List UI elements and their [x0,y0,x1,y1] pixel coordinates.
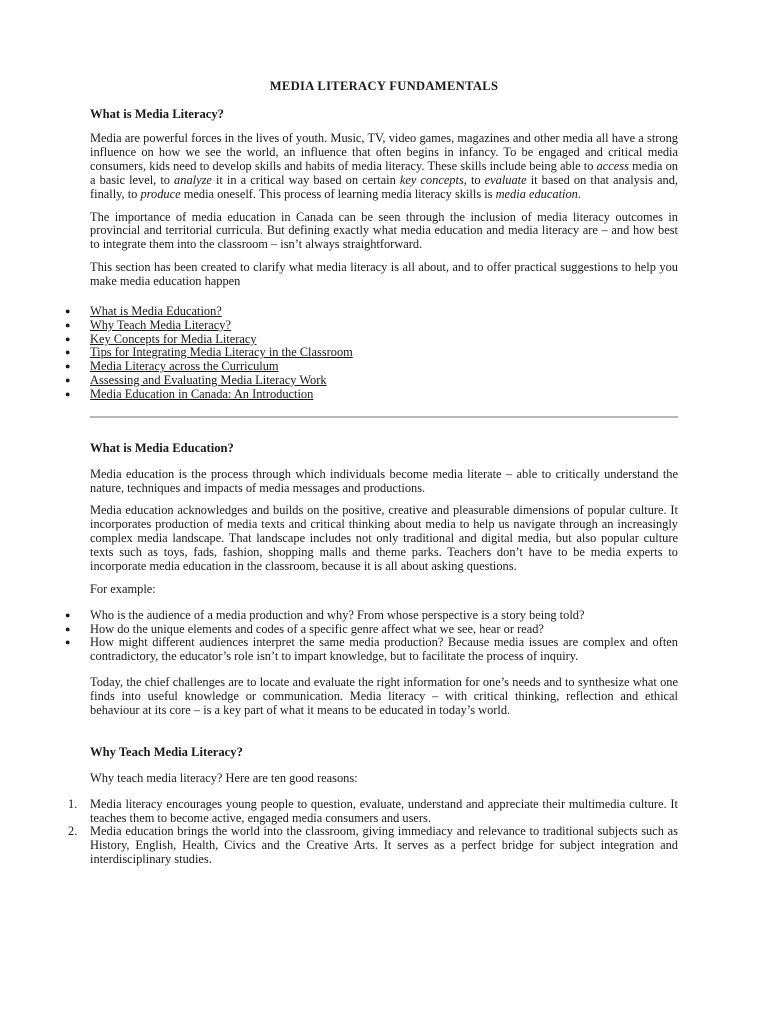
list-item [68,796,678,826]
document-title: MEDIA LITERACY FUNDAMENTALS [269,79,499,93]
list-item [65,621,678,637]
list-number: 1. [68,796,78,811]
italic-access: access [596,158,629,173]
toc-item [65,304,678,319]
toc-link-canada-intro[interactable]: Media Education in Canada: An Introduction [90,386,314,401]
text-run: it in a critical way based on certain [211,172,400,187]
reasons-list [68,796,678,867]
question-list [65,607,678,664]
toc-item [65,345,678,360]
bullet-icon: ● [65,388,71,399]
list-item-text: Media education brings the world into the classroom, giving immediacy and relevance to traditional subjects such as History, English, Health, Civics and the Creative Arts. It serves as a perfect bridge for subject integration and interdisciplinary studies. [90,824,678,866]
list-item [65,607,678,623]
italic-evaluate: evaluate [484,172,527,187]
section-heading-media-education: What is Media Education? [90,440,234,455]
table-of-contents [65,304,678,402]
horizontal-divider [90,416,678,418]
list-item [65,635,678,664]
text-run: Media are powerful forces in the lives of youth. Music, TV, video games, magazines and other media all have a strong influence on how we see the world, an influence that often begins in infancy. To be engaged and critical media consumers, kids need to develop skills and habits of media literacy. These skills include being able to [90,131,678,173]
italic-media-education: media education [495,186,578,201]
toc-link-assessing[interactable]: Assessing and Evaluating Media Literacy Work [90,373,327,388]
bullet-icon: ● [65,609,71,620]
paragraph-ten-reasons: Why teach media literacy? Here are ten good reasons: [90,770,358,785]
paragraph-acknowledges: Media education acknowledges and builds on the positive, creative and pleasurable dimensions of popular culture. It incorporates production of media texts and critical thinking about media to help us navigate through an increasingly complex media landscape. That landscape includes not only traditional and digital media, but also popular culture texts such as toys, fads, fashion, shopping malls and theme parks. Teachers don’t have to be media experts to incorporate media education in the classroom, because it is all about asking questions. [90,503,678,574]
paragraph-definition: Media education is the process through which individuals become media literate – able to critically understand the nature, techniques and impacts of media messages and productions. [90,466,678,495]
italic-analyze: analyze [174,172,212,187]
italic-key-concepts: key concepts, [399,172,467,187]
bullet-icon: ● [65,361,71,372]
paragraph-challenges: Today, the chief challenges are to locate and evaluate the right information for one’s needs and to synthesize what one finds into useful knowledge or communication. Media literacy – with critical thinking, reflection and ethical behaviour at its core – is a key part of what it means to be educated in today’s world. [90,675,678,717]
text-run: it based on that analysis and, finally, to [90,172,679,201]
bullet-icon: ● [65,306,71,317]
bullet-icon: ● [65,319,71,330]
paragraph-section-purpose: This section has been created to clarify what media literacy is all about, and to offer practical suggestions to help you make media education happen [90,260,678,289]
toc-item [65,373,678,388]
italic-produce: produce [140,186,181,201]
paragraph-intro [90,132,678,202]
toc-link-why-teach[interactable]: Why Teach Media Literacy? [90,317,231,332]
toc-link-tips[interactable]: Tips for Integrating Media Literacy in the Classroom [90,345,353,360]
toc-link-across-curriculum[interactable]: Media Literacy across the Curriculum [90,359,279,374]
paragraph-importance: The importance of media education in Canada can be seen through the inclusion of media literacy outcomes in provincial and territorial curricula. But defining exactly what media education and media literacy are – and how best to integrate them into the classroom – isn’t always straightforward. [90,209,678,252]
section-heading-media-literacy: What is Media Literacy? [90,107,224,121]
toc-item [65,386,678,402]
text-run: media oneself. This process of learning media literacy skills is [180,186,496,201]
text-run: . [577,186,581,201]
toc-item [65,359,678,374]
list-number: 2. [68,824,78,839]
list-item-text: How might different audiences interpret the same media production? Because media issues are complex and often contradictory, the educator’s role isn’t to impart knowledge, but to facilitate the process of inquiry. [90,635,678,664]
list-item [68,824,678,866]
bullet-icon: ● [65,375,71,386]
toc-link-media-education[interactable]: What is Media Education? [90,304,222,319]
toc-link-key-concepts[interactable]: Key Concepts for Media Literacy [90,331,257,346]
bullet-icon: ● [65,623,71,634]
text-run: media on a basic level, to [90,158,678,187]
paragraph-for-example: For example: [90,581,156,596]
bullet-icon: ● [65,333,71,344]
section-heading-why-teach: Why Teach Media Literacy? [90,744,243,759]
bullet-icon: ● [65,637,71,648]
bullet-icon: ● [65,347,71,358]
toc-item [65,331,678,347]
toc-item [65,317,678,333]
list-item-text: How do the unique elements and codes of a specific genre affect what we see, hear or read? [90,621,544,636]
list-item-text: Media literacy encourages young people to question, evaluate, understand and appreciate their multimedia culture. It teaches them to become active, engaged media consumers and users. [90,796,678,825]
text-run: to [466,172,485,187]
list-item-text: Who is the audience of a media production and why? From whose perspective is a story being told? [90,607,585,622]
